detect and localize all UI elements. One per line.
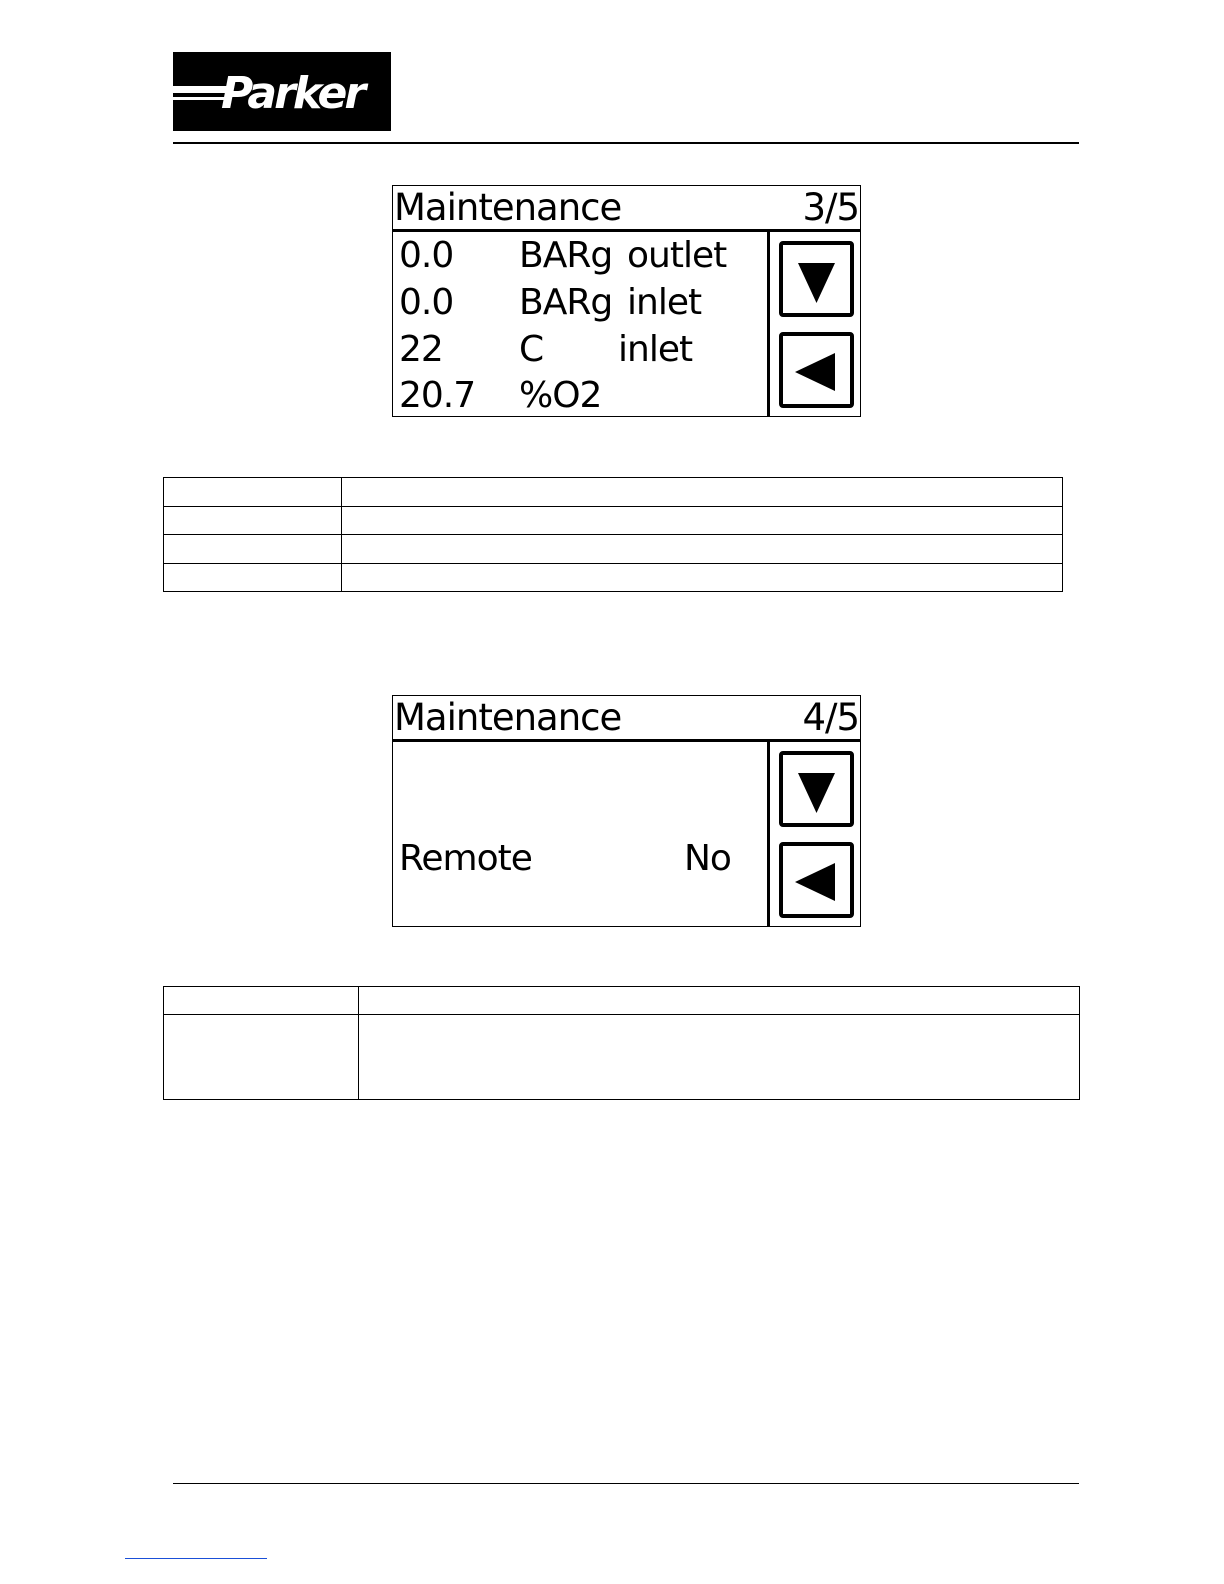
arrow-down-icon <box>783 755 850 823</box>
table-cell <box>164 987 359 1015</box>
lcd-settings <box>393 742 767 927</box>
table-cell <box>342 535 1063 564</box>
lcd-title: Maintenance <box>394 696 622 739</box>
description-table-2 <box>163 986 1080 1100</box>
lcd-header <box>393 186 860 232</box>
setting-label-remote: Remote <box>399 838 532 879</box>
arrow-left-icon <box>783 846 850 914</box>
footer-rule <box>173 1483 1079 1484</box>
reading-value: 0.0 <box>399 235 454 276</box>
back-button[interactable] <box>779 332 854 408</box>
lcd-screen-maintenance-3 <box>392 185 861 417</box>
table-row <box>164 1015 1080 1100</box>
lcd-title: Maintenance <box>394 186 622 229</box>
table-row <box>164 987 1080 1015</box>
reading-value: 20.7 <box>399 375 476 416</box>
table-cell <box>164 478 342 507</box>
header-rule <box>173 142 1079 144</box>
logo-wordmark: Parker <box>221 68 364 119</box>
reading-label: outlet <box>627 235 727 276</box>
lcd-page-indicator: 3/5 <box>802 186 859 229</box>
table-cell <box>342 478 1063 507</box>
reading-unit: BARg <box>519 282 613 323</box>
lcd-readings <box>393 232 767 417</box>
table-row <box>164 564 1063 592</box>
table-row <box>164 535 1063 564</box>
lcd-header <box>393 696 860 742</box>
table-cell <box>342 507 1063 535</box>
back-button[interactable] <box>779 842 854 918</box>
reading-value: 22 <box>399 329 443 370</box>
table-cell <box>164 507 342 535</box>
lcd-divider <box>767 742 770 927</box>
table-row <box>164 507 1063 535</box>
table-cell <box>359 987 1080 1015</box>
scroll-down-button[interactable] <box>779 241 854 317</box>
reading-label: inlet <box>627 282 702 323</box>
lcd-screen-maintenance-4 <box>392 695 861 927</box>
description-table-1 <box>163 477 1063 592</box>
lcd-divider <box>767 232 770 417</box>
table-cell <box>342 564 1063 592</box>
table-cell <box>164 535 342 564</box>
reading-unit: BARg <box>519 235 613 276</box>
table-cell <box>359 1015 1080 1100</box>
arrow-down-icon <box>783 245 850 313</box>
table-cell <box>164 564 342 592</box>
reading-value: 0.0 <box>399 282 454 323</box>
table-row <box>164 478 1063 507</box>
table-cell <box>164 1015 359 1100</box>
parker-logo <box>173 52 391 131</box>
reading-unit: %O2 <box>519 375 602 416</box>
lcd-page-indicator: 4/5 <box>802 696 859 739</box>
arrow-left-icon <box>783 336 850 404</box>
setting-value-remote[interactable]: No <box>684 838 731 879</box>
footer-link-underline <box>125 1558 267 1559</box>
scroll-down-button[interactable] <box>779 751 854 827</box>
reading-label: inlet <box>618 329 693 370</box>
reading-unit: C <box>519 329 544 370</box>
